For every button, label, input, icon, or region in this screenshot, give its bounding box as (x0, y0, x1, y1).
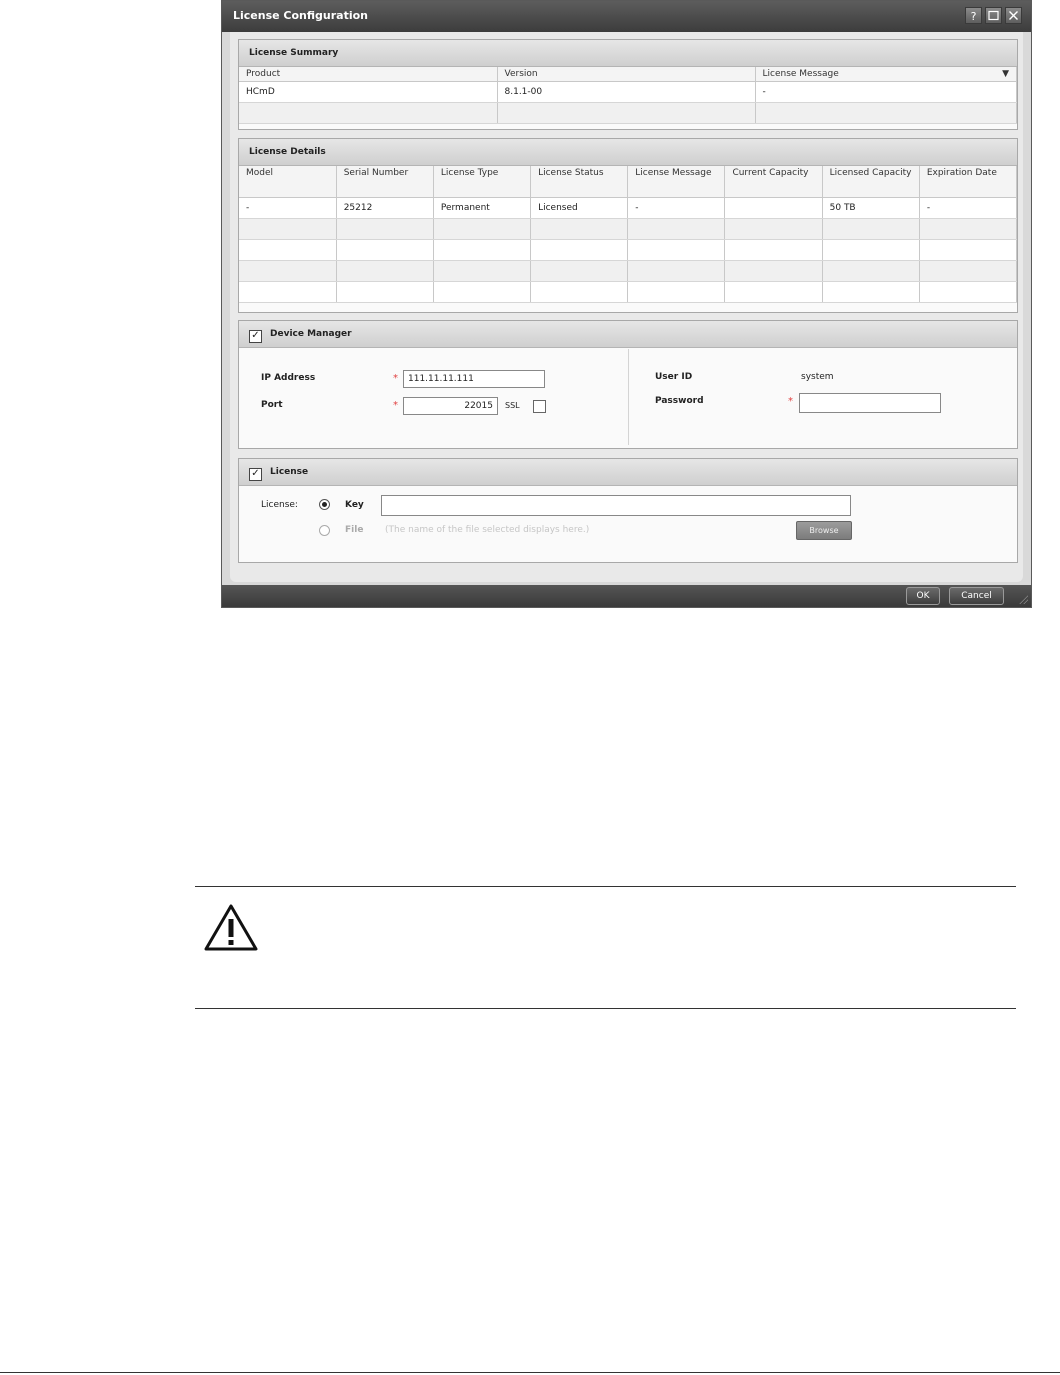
table-row (239, 239, 1017, 260)
column-header[interactable]: Model (239, 166, 336, 197)
port-input[interactable]: 22015 (403, 397, 498, 415)
ok-button[interactable]: OK (906, 587, 940, 605)
column-header[interactable]: Expiration Date (919, 166, 1016, 197)
license-label: License: (261, 500, 298, 510)
table-cell: Permanent (433, 197, 530, 218)
ip-address-input[interactable]: 111.11.11.111 (403, 370, 545, 388)
table-cell: Licensed (531, 197, 628, 218)
password-label: Password (655, 396, 704, 406)
license-title: License (270, 467, 309, 477)
table-row[interactable] (239, 103, 1017, 124)
dialog-title: License Configuration (233, 9, 369, 22)
required-marker: * (788, 396, 793, 407)
column-header[interactable]: Serial Number (336, 166, 433, 197)
maximize-icon[interactable] (985, 7, 1002, 24)
column-header[interactable] (755, 67, 1017, 82)
license-details-panel (238, 138, 1018, 313)
required-marker: * (393, 373, 398, 384)
warning-triangle-icon (203, 903, 259, 953)
license-checkbox[interactable]: ✓ (249, 468, 262, 481)
table-cell: 50 TB (822, 197, 919, 218)
help-icon[interactable]: ? (965, 7, 982, 24)
ip-address-label: IP Address (261, 373, 316, 383)
license-summary-panel (238, 39, 1018, 130)
table-cell: - (239, 197, 336, 218)
license-details-table (239, 166, 1017, 303)
table-row (239, 218, 1017, 239)
license-summary-heading: License Summary (239, 40, 1017, 67)
license-key-input[interactable] (381, 495, 851, 516)
column-header[interactable]: Current Capacity (725, 166, 822, 197)
caution-top-rule (195, 886, 1016, 887)
table-cell: 25212 (336, 197, 433, 218)
key-radio[interactable] (319, 499, 330, 510)
table-row (239, 260, 1017, 281)
column-header-label: License Message (762, 69, 839, 79)
license-heading (239, 459, 1017, 486)
ssl-checkbox[interactable] (533, 400, 546, 413)
sort-arrow-icon[interactable]: ▼ (1002, 69, 1009, 79)
required-marker: * (393, 400, 398, 411)
column-header[interactable]: Licensed Capacity (822, 166, 919, 197)
user-id-value: system (801, 372, 834, 382)
dialog-footer (222, 585, 1031, 607)
license-configuration-dialog (221, 0, 1032, 608)
license-details-heading: License Details (239, 139, 1017, 166)
dialog-titlebar[interactable] (222, 1, 1031, 32)
caution-bottom-rule (195, 1008, 1016, 1009)
table-cell: - (628, 197, 725, 218)
browse-button[interactable]: Browse (796, 521, 852, 540)
table-cell: - (919, 197, 1016, 218)
file-label: File (345, 525, 364, 535)
ssl-label: SSL (505, 401, 520, 410)
device-manager-panel (238, 320, 1018, 449)
table-cell (497, 103, 755, 124)
table-cell (239, 103, 497, 124)
file-radio[interactable] (319, 525, 330, 536)
cancel-button[interactable]: Cancel (949, 587, 1004, 605)
table-row[interactable] (239, 82, 1017, 103)
page-footer-rule (0, 1372, 1060, 1373)
table-cell (755, 103, 1017, 124)
key-label: Key (345, 500, 364, 510)
file-name-placeholder: (The name of the file selected displays here.) (385, 525, 590, 535)
column-header[interactable]: License Status (531, 166, 628, 197)
device-manager-checkbox[interactable]: ✓ (249, 330, 262, 343)
license-summary-table (239, 67, 1017, 124)
license-panel (238, 458, 1018, 563)
port-label: Port (261, 400, 283, 410)
divider (628, 349, 629, 445)
resize-grip-icon[interactable] (1018, 594, 1028, 604)
table-row (239, 281, 1017, 302)
user-id-label: User ID (655, 372, 693, 382)
column-header[interactable]: License Message (628, 166, 725, 197)
column-header[interactable]: Product (239, 67, 497, 82)
device-manager-heading (239, 321, 1017, 348)
table-cell: HCmD (239, 82, 497, 103)
table-cell (725, 197, 822, 218)
column-header[interactable]: Version (497, 67, 755, 82)
table-row[interactable] (239, 197, 1017, 218)
close-icon[interactable] (1005, 7, 1022, 24)
table-cell: - (755, 82, 1017, 103)
device-manager-title: Device Manager (270, 329, 352, 339)
column-header[interactable]: License Type (433, 166, 530, 197)
password-input[interactable] (799, 393, 941, 413)
table-cell: 8.1.1-00 (497, 82, 755, 103)
dialog-body (230, 32, 1023, 582)
